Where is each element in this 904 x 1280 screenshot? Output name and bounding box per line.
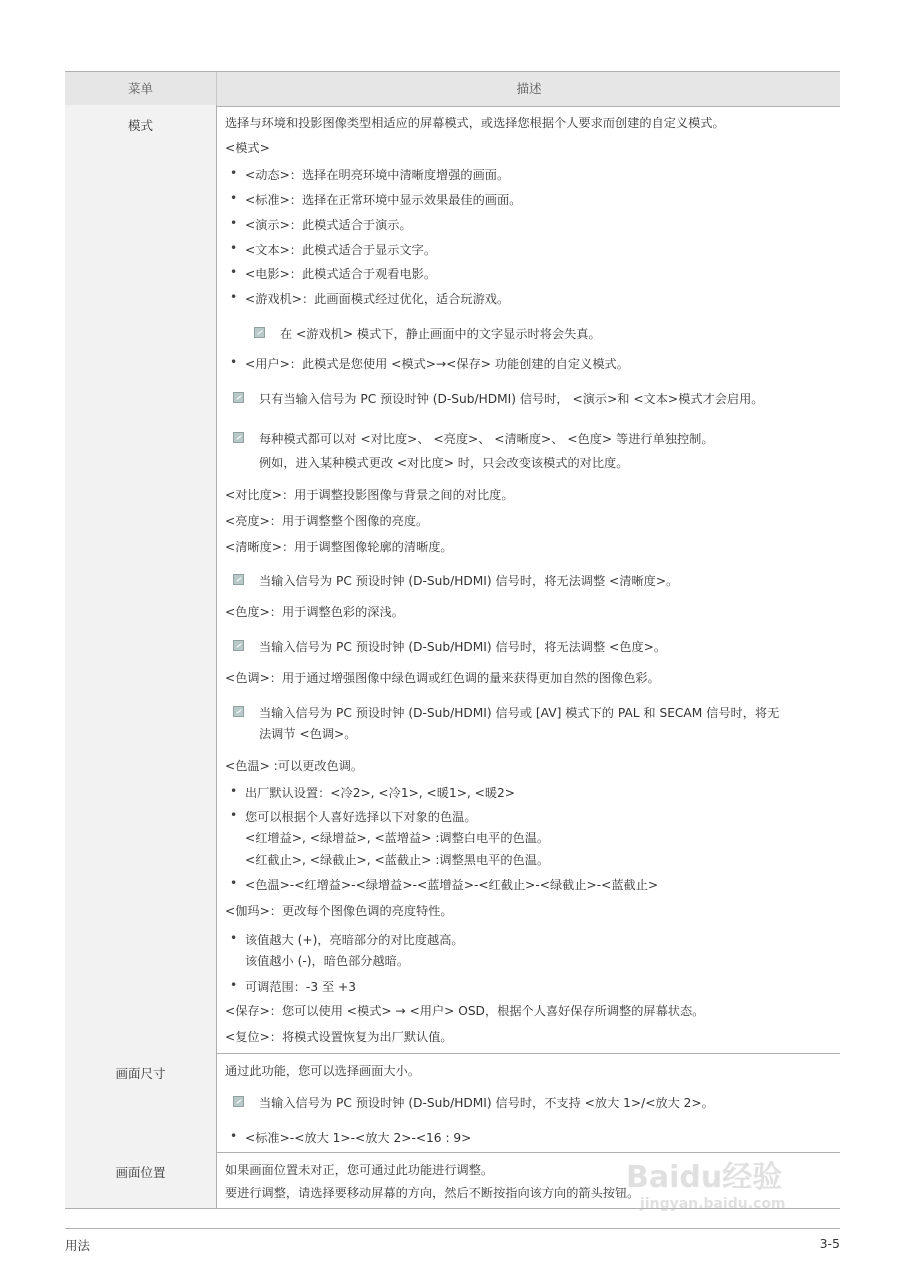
list-item: • 您可以根据个人喜好选择以下对象的色温。 [245, 808, 477, 825]
note-icon [233, 392, 244, 403]
table-header [65, 71, 840, 107]
note-icon [254, 327, 265, 338]
list-item: • <电影>：此模式适合于观看电影。 [245, 265, 436, 282]
list-item: • <文本>：此模式适合于显示文字。 [245, 241, 436, 258]
footer-section: 用法 [65, 1238, 91, 1253]
row-mode [65, 105, 840, 1054]
watermark-brand: Baidu经验 [626, 1160, 783, 1195]
list-item: • <用户>：此模式是您使用 <模式>→<保存> 功能创建的自定义模式。 [245, 355, 629, 372]
note-text: 每种模式都可以对 <对比度>、 <亮度>、 <清晰度>、 <色度> 等进行单独控制。 [259, 432, 714, 446]
text-line: <亮度>：用于调整整个图像的亮度。 [225, 514, 429, 528]
list-item-cont: <红增益>, <绿增益>, <蓝增益> :调整白电平的色温。 [245, 831, 550, 845]
text-line: <模式> [225, 141, 270, 155]
header-menu: 菜单 [127, 81, 153, 96]
list-item-cont: 该值越小 (-)，暗色部分越暗。 [245, 954, 410, 968]
text-line: 如果画面位置未对正，您可通过此功能进行调整。 [225, 1163, 494, 1177]
note-icon [233, 1096, 244, 1107]
text-line: <清晰度>：用于调整图像轮廓的清晰度。 [225, 540, 453, 554]
menu-label: 画面位置 [115, 1165, 166, 1180]
text-line: <伽玛>：更改每个图像色调的亮度特性。 [225, 904, 453, 918]
text-line: <色调>：用于通过增强图像中绿色调或红色调的量来获得更加自然的图像色彩。 [225, 671, 660, 685]
menu-cell [65, 1053, 217, 1152]
note-text: 在 <游戏机> 模式下，静止画面中的文字显示时将会失真。 [280, 327, 601, 341]
list-item: • <游戏机>：此画面模式经过优化，适合玩游戏。 [245, 290, 509, 307]
menu-cell [65, 1152, 217, 1208]
list-item: • 可调范围：-3 至 +3 [245, 978, 356, 995]
text-line: 通过此功能，您可以选择画面大小。 [225, 1064, 420, 1078]
row-size [65, 1053, 840, 1153]
text-line: <保存>：您可以使用 <模式> → <用户> OSD，根据个人喜好保存所调整的屏幕状态。 [225, 1004, 705, 1018]
menu-cell [65, 105, 217, 1053]
list-item: • <标准>：选择在正常环境中显示效果最佳的画面。 [245, 191, 521, 208]
text-line: 要进行调整，请选择要移动屏幕的方向，然后不断按指向该方向的箭头按钮。 [225, 1186, 640, 1200]
list-item: • 出厂默认设置：<冷2>, <冷1>, <暖1>, <暖2> [245, 784, 515, 801]
text-line: <色温> :可以更改色调。 [225, 759, 364, 773]
note-text: 当输入信号为 PC 预设时钟 (D-Sub/HDMI) 信号时，不支持 <放大 1>/<放大 2>。 [259, 1096, 714, 1110]
watermark-logo [612, 1152, 842, 1222]
text-line: <复位>：将模式设置恢复为出厂默认值。 [225, 1030, 453, 1044]
note-text: 法调节 <色调>。 [259, 727, 357, 741]
list-item-cont: <红截止>, <绿截止>, <蓝截止> :调整黑电平的色温。 [245, 853, 550, 867]
list-item: • <标准>-<放大 1>-<放大 2>-<16 : 9> [245, 1129, 471, 1146]
footer-divider [65, 1228, 840, 1229]
note-text: 只有当输入信号为 PC 预设时钟 (D-Sub/HDMI) 信号时， <演示>和 <文本>模式才会启用。 [259, 392, 764, 406]
list-item: • 该值越大 (+)，亮暗部分的对比度越高。 [245, 931, 464, 948]
note-icon [233, 640, 244, 651]
text-line: 选择与环境和投影图像类型相适应的屏幕模式，或选择您根据个人要求而创建的自定义模式。 [225, 116, 725, 130]
note-icon [233, 706, 244, 717]
note-text: 当输入信号为 PC 预设时钟 (D-Sub/HDMI) 信号时，将无法调整 <色度>。 [259, 640, 667, 654]
note-text: 当输入信号为 PC 预设时钟 (D-Sub/HDMI) 信号或 [AV] 模式下的 PAL 和 SECAM 信号时，将无 [259, 706, 780, 720]
menu-label: 模式 [127, 118, 153, 133]
list-item: • <动态>：选择在明亮环境中清晰度增强的画面。 [245, 166, 509, 183]
text-line: <色度>：用于调整色彩的深浅。 [225, 605, 404, 619]
list-item: • <演示>：此模式适合于演示。 [245, 216, 412, 233]
watermark-url: jingyan.baidu.com [640, 1196, 786, 1212]
text-line: <对比度>：用于调整投影图像与背景之间的对比度。 [225, 488, 514, 502]
note-icon [233, 432, 244, 443]
note-text: 例如，进入某种模式更改 <对比度> 时，只会改变该模式的对比度。 [259, 456, 629, 470]
header-description: 描述 [216, 72, 841, 106]
note-icon [233, 574, 244, 585]
menu-label: 画面尺寸 [115, 1066, 166, 1081]
page-number: 3-5 [819, 1236, 840, 1251]
note-text: 当输入信号为 PC 预设时钟 (D-Sub/HDMI) 信号时，将无法调整 <清晰度>。 [259, 574, 679, 588]
list-item: • <色温>-<红增益>-<绿增益>-<蓝增益>-<红截止>-<绿截止>-<蓝截止> [245, 876, 658, 893]
